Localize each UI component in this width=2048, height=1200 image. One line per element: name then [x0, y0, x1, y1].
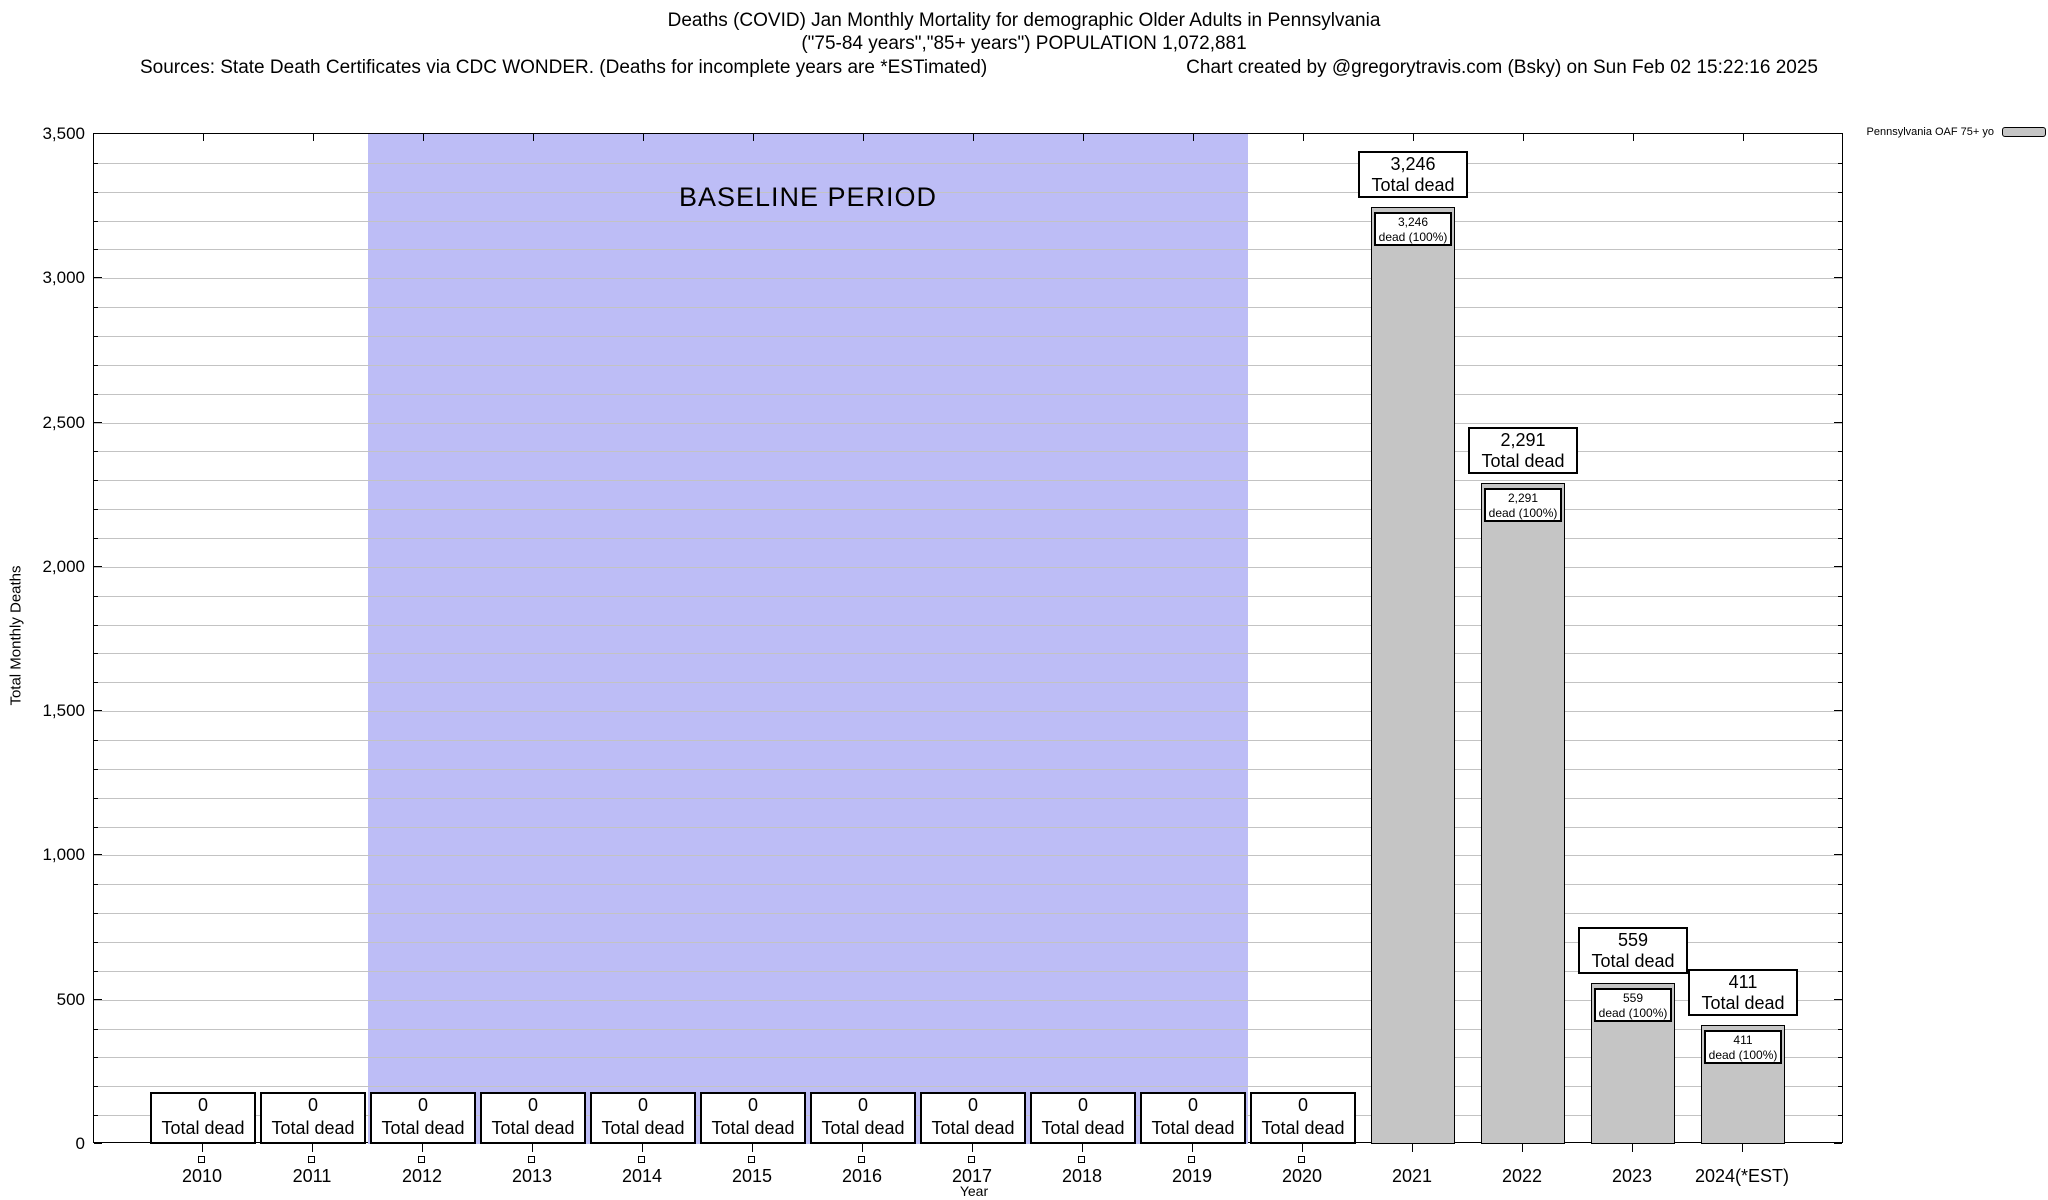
x-tick-top — [1633, 134, 1634, 141]
y-minor-tick — [94, 163, 98, 164]
bar-total-label: 2,291 Total dead — [1468, 427, 1578, 474]
gridline — [94, 827, 1842, 828]
y-minor-tick — [1838, 1115, 1842, 1116]
gridline — [94, 307, 1842, 308]
y-tick — [94, 566, 102, 567]
y-minor-tick — [94, 249, 98, 250]
gridline — [94, 365, 1842, 366]
bar-inner-label: 559 dead (100%) — [1594, 988, 1672, 1022]
gridline — [94, 394, 1842, 395]
y-minor-tick — [1838, 451, 1842, 452]
baseline-period-band — [368, 134, 1248, 1144]
y-minor-tick — [1838, 942, 1842, 943]
x-tick-bottom — [1522, 1143, 1523, 1152]
y-tick — [1834, 854, 1842, 855]
y-tick — [94, 422, 102, 423]
bar-total-label: 3,246 Total dead — [1358, 151, 1468, 198]
x-tick-year-label: 2011 — [292, 1166, 332, 1186]
x-tick-year-label: 2018 — [1061, 1166, 1103, 1186]
y-minor-tick — [94, 884, 98, 885]
x-tick-top — [313, 134, 314, 141]
zero-total-label: 0 Total dead — [920, 1092, 1026, 1144]
x-tick-top — [533, 134, 534, 141]
zero-point-marker-icon — [858, 1156, 865, 1163]
y-minor-tick — [1838, 653, 1842, 654]
gridline — [94, 682, 1842, 683]
y-minor-tick — [1838, 1029, 1842, 1030]
y-minor-tick — [94, 451, 98, 452]
bar-total-label: 559 Total dead — [1578, 927, 1688, 974]
x-tick-year-label: 2016 — [841, 1166, 883, 1186]
y-tick — [1834, 1143, 1842, 1144]
y-tick — [94, 277, 102, 278]
bar-total-label: 411 Total dead — [1688, 969, 1798, 1016]
gridline — [94, 336, 1842, 337]
zero-total-label: 0 Total dead — [700, 1092, 806, 1144]
legend-series-label: Pennsylvania OAF 75+ yo — [1866, 126, 1994, 138]
credit-note: Chart created by @gregorytravis.com (Bsky) on Sun Feb 02 15:22:16 2025 — [1186, 57, 1818, 78]
gridline — [94, 480, 1842, 481]
x-tick-top — [973, 134, 974, 141]
y-minor-tick — [1838, 1057, 1842, 1058]
gridline — [94, 451, 1842, 452]
y-minor-tick — [1838, 884, 1842, 885]
zero-point-marker-icon — [418, 1156, 425, 1163]
y-minor-tick — [1838, 740, 1842, 741]
x-tick-year-label: 2012 — [401, 1166, 443, 1186]
gridline — [94, 163, 1842, 164]
gridline — [94, 711, 1842, 712]
x-tick-bottom — [972, 1143, 973, 1152]
x-tick-bottom — [1192, 1143, 1193, 1152]
zero-total-label: 0 Total dead — [810, 1092, 916, 1144]
x-tick-top — [1743, 134, 1744, 141]
x-tick-top — [1413, 134, 1414, 141]
y-minor-tick — [94, 769, 98, 770]
gridline — [94, 567, 1842, 568]
y-tick-label: 1,000 — [42, 845, 85, 865]
x-tick-bottom — [202, 1143, 203, 1152]
y-tick-label: 0 — [75, 1134, 85, 1153]
x-tick-year-label: 2010 — [181, 1166, 223, 1186]
gridline — [94, 596, 1842, 597]
y-minor-tick — [1838, 538, 1842, 539]
x-tick-year-label: 2013 — [511, 1166, 553, 1186]
y-tick-label: 500 — [56, 989, 85, 1009]
gridline — [94, 278, 1842, 279]
gridline — [94, 855, 1842, 856]
y-minor-tick — [94, 480, 98, 481]
bar — [1481, 483, 1565, 1144]
y-minor-tick — [94, 221, 98, 222]
y-minor-tick — [1838, 336, 1842, 337]
y-minor-tick — [94, 336, 98, 337]
zero-total-label: 0 Total dead — [1250, 1092, 1356, 1144]
bar-inner-label: 411 dead (100%) — [1704, 1030, 1782, 1064]
y-minor-tick — [1838, 163, 1842, 164]
x-tick-bottom — [752, 1143, 753, 1152]
y-tick-label: 2,500 — [42, 412, 85, 432]
x-tick-bottom — [642, 1143, 643, 1152]
y-minor-tick — [1838, 596, 1842, 597]
zero-point-marker-icon — [638, 1156, 645, 1163]
zero-point-marker-icon — [1298, 1156, 1305, 1163]
x-tick-bottom — [1302, 1143, 1303, 1152]
y-minor-tick — [94, 913, 98, 914]
legend — [1867, 126, 2047, 138]
zero-point-marker-icon — [528, 1156, 535, 1163]
x-tick-bottom — [532, 1143, 533, 1152]
y-minor-tick — [94, 307, 98, 308]
y-tick-label: 3,000 — [42, 268, 85, 288]
x-tick-bottom — [312, 1143, 313, 1152]
y-minor-tick — [94, 1086, 98, 1087]
y-tick — [94, 133, 102, 134]
y-tick — [1834, 277, 1842, 278]
y-minor-tick — [1838, 307, 1842, 308]
zero-point-marker-icon — [1188, 1156, 1195, 1163]
gridline — [94, 423, 1842, 424]
y-tick — [1834, 999, 1842, 1000]
y-minor-tick — [94, 798, 98, 799]
x-tick-top — [753, 134, 754, 141]
y-minor-tick — [94, 192, 98, 193]
y-minor-tick — [94, 682, 98, 683]
y-tick — [1834, 710, 1842, 711]
x-tick-bottom — [862, 1143, 863, 1152]
zero-point-marker-icon — [748, 1156, 755, 1163]
y-minor-tick — [94, 971, 98, 972]
x-tick-top — [1303, 134, 1304, 141]
x-tick-bottom — [1412, 1143, 1413, 1152]
x-tick-year-label: 2020 — [1281, 1166, 1323, 1186]
y-minor-tick — [1838, 394, 1842, 395]
x-tick-top — [863, 134, 864, 141]
x-tick-bottom — [1082, 1143, 1083, 1152]
gridline — [94, 798, 1842, 799]
gridline — [94, 625, 1842, 626]
gridline — [94, 1000, 1842, 1001]
gridline — [94, 221, 1842, 222]
x-tick-year-label: 2024(*EST) — [1694, 1166, 1790, 1186]
x-tick-top — [1193, 134, 1194, 141]
y-tick — [1834, 133, 1842, 134]
y-minor-tick — [94, 509, 98, 510]
x-tick-year-label: 2015 — [731, 1166, 773, 1186]
zero-total-label: 0 Total dead — [1140, 1092, 1246, 1144]
y-tick — [1834, 422, 1842, 423]
zero-point-marker-icon — [968, 1156, 975, 1163]
zero-total-label: 0 Total dead — [590, 1092, 696, 1144]
y-minor-tick — [94, 1115, 98, 1116]
y-tick — [94, 1143, 102, 1144]
y-minor-tick — [94, 538, 98, 539]
sources-note: Sources: State Death Certificates via CDC WONDER. (Deaths for incomplete years are *ESTimated) — [140, 57, 988, 78]
gridline — [94, 1029, 1842, 1030]
x-tick-year-label: 2017 — [951, 1166, 993, 1186]
y-minor-tick — [94, 653, 98, 654]
x-tick-top — [643, 134, 644, 141]
y-tick-label: 3,500 — [42, 124, 85, 143]
zero-total-label: 0 Total dead — [260, 1092, 366, 1144]
gridline — [94, 653, 1842, 654]
gridline — [94, 509, 1842, 510]
baseline-period-label: BASELINE PERIOD — [678, 182, 938, 212]
zero-point-marker-icon — [1078, 1156, 1085, 1163]
x-tick-top — [1083, 134, 1084, 141]
y-minor-tick — [1838, 192, 1842, 193]
y-minor-tick — [1838, 827, 1842, 828]
y-minor-tick — [94, 596, 98, 597]
x-tick-year-label: 2021 — [1391, 1166, 1433, 1186]
y-tick-label: 2,000 — [42, 556, 85, 576]
gridline — [94, 538, 1842, 539]
y-tick — [1834, 566, 1842, 567]
y-minor-tick — [1838, 682, 1842, 683]
y-minor-tick — [94, 394, 98, 395]
x-tick-bottom — [1632, 1143, 1633, 1152]
zero-total-label: 0 Total dead — [150, 1092, 256, 1144]
chart-title: Deaths (COVID) Jan Monthly Mortality for demographic Older Adults in Pennsylvania — [667, 10, 1381, 31]
y-minor-tick — [94, 827, 98, 828]
gridline — [94, 1086, 1842, 1087]
zero-total-label: 0 Total dead — [370, 1092, 476, 1144]
x-tick-bottom — [1742, 1143, 1743, 1152]
x-tick-year-label: 2023 — [1611, 1166, 1653, 1186]
y-minor-tick — [1838, 509, 1842, 510]
y-tick — [94, 710, 102, 711]
y-minor-tick — [94, 740, 98, 741]
gridline — [94, 1057, 1842, 1058]
gridline — [94, 249, 1842, 250]
y-minor-tick — [1838, 769, 1842, 770]
bar-inner-label: 2,291 dead (100%) — [1484, 488, 1562, 522]
y-minor-tick — [1838, 1086, 1842, 1087]
y-minor-tick — [1838, 221, 1842, 222]
y-minor-tick — [94, 365, 98, 366]
y-minor-tick — [1838, 480, 1842, 481]
x-tick-top — [423, 134, 424, 141]
plot-area — [93, 133, 1843, 1143]
y-minor-tick — [94, 1029, 98, 1030]
y-minor-tick — [1838, 798, 1842, 799]
gridline — [94, 884, 1842, 885]
x-tick-top — [1523, 134, 1524, 141]
y-axis-title: Total Monthly Deaths — [7, 565, 25, 706]
gridline — [94, 740, 1842, 741]
y-tick — [94, 854, 102, 855]
x-tick-bottom — [422, 1143, 423, 1152]
y-minor-tick — [1838, 625, 1842, 626]
y-minor-tick — [94, 625, 98, 626]
gridline — [94, 769, 1842, 770]
bar — [1371, 207, 1455, 1144]
y-minor-tick — [1838, 971, 1842, 972]
legend-swatch-icon — [2002, 127, 2046, 137]
chart-subtitle: ("75-84 years","85+ years") POPULATION 1,072,881 — [801, 33, 1247, 54]
x-tick-year-label: 2019 — [1171, 1166, 1213, 1186]
zero-point-marker-icon — [198, 1156, 205, 1163]
zero-total-label: 0 Total dead — [480, 1092, 586, 1144]
y-tick-label: 1,500 — [42, 701, 85, 721]
y-minor-tick — [1838, 365, 1842, 366]
zero-total-label: 0 Total dead — [1030, 1092, 1136, 1144]
y-minor-tick — [1838, 249, 1842, 250]
gridline — [94, 913, 1842, 914]
x-tick-top — [203, 134, 204, 141]
x-tick-year-label: 2014 — [621, 1166, 663, 1186]
y-minor-tick — [1838, 913, 1842, 914]
x-axis-title: Year — [959, 1183, 989, 1199]
zero-point-marker-icon — [308, 1156, 315, 1163]
x-tick-year-label: 2022 — [1501, 1166, 1543, 1186]
y-minor-tick — [94, 1057, 98, 1058]
y-minor-tick — [94, 942, 98, 943]
y-tick — [94, 999, 102, 1000]
bar-inner-label: 3,246 dead (100%) — [1374, 212, 1452, 246]
